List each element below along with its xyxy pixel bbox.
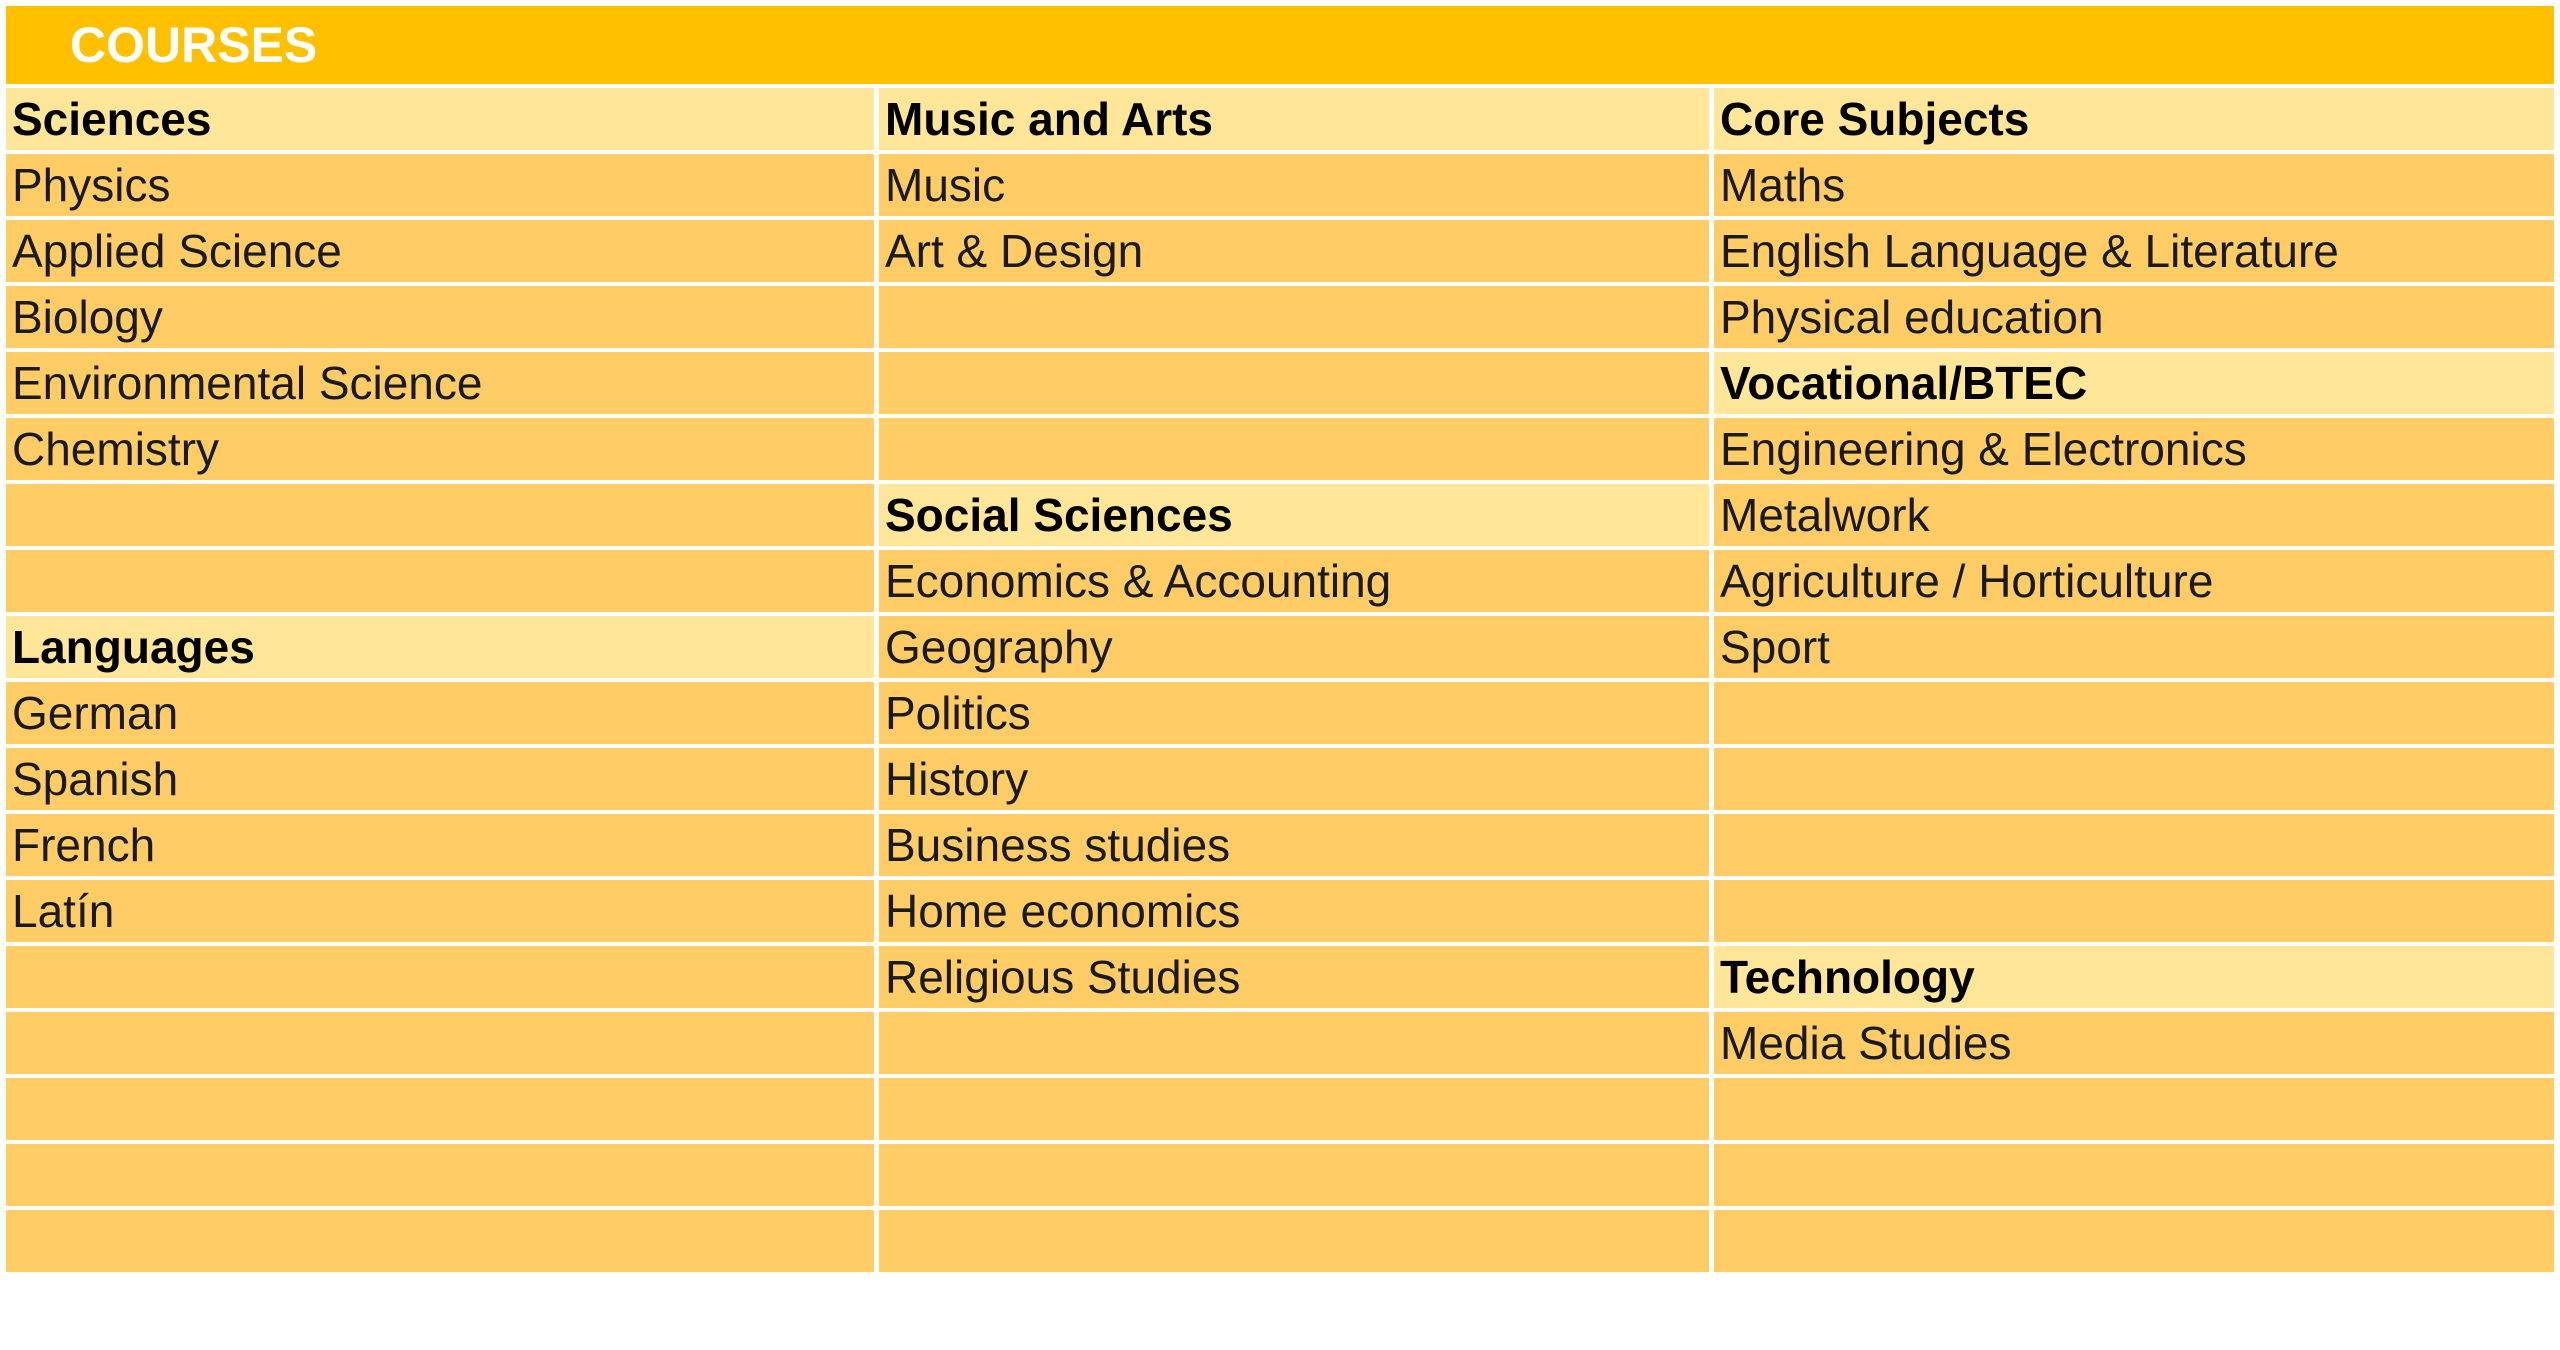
- course-cell: Metalwork: [1714, 484, 2554, 550]
- empty-cell: [879, 1012, 1714, 1078]
- category-header: Sciences: [6, 88, 879, 154]
- empty-cell: [6, 946, 879, 1012]
- empty-cell: [6, 1210, 879, 1276]
- empty-cell: [1714, 880, 2554, 946]
- course-cell: Sport: [1714, 616, 2554, 682]
- course-cell: Media Studies: [1714, 1012, 2554, 1078]
- empty-cell: [879, 1210, 1714, 1276]
- empty-cell: [6, 550, 879, 616]
- empty-cell: [6, 1012, 879, 1078]
- course-cell: Religious Studies: [879, 946, 1714, 1012]
- empty-cell: [1714, 1210, 2554, 1276]
- table-row: [6, 616, 2554, 682]
- course-cell: Maths: [1714, 154, 2554, 220]
- empty-cell: [1714, 814, 2554, 880]
- table-row: [6, 418, 2554, 484]
- course-cell: History: [879, 748, 1714, 814]
- course-cell: Agriculture / Horticulture: [1714, 550, 2554, 616]
- empty-cell: [6, 1144, 879, 1210]
- course-cell: Spanish: [6, 748, 879, 814]
- table-row: [6, 946, 2554, 1012]
- category-header: Languages: [6, 616, 879, 682]
- empty-cell: [879, 352, 1714, 418]
- empty-cell: [1714, 1078, 2554, 1144]
- empty-cell: [879, 1144, 1714, 1210]
- table-row: [6, 154, 2554, 220]
- course-cell: German: [6, 682, 879, 748]
- course-cell: Physics: [6, 154, 879, 220]
- category-header: Technology: [1714, 946, 2554, 1012]
- category-header: Music and Arts: [879, 88, 1714, 154]
- table-row: [6, 1012, 2554, 1078]
- course-cell: Art & Design: [879, 220, 1714, 286]
- category-header: Vocational/BTEC: [1714, 352, 2554, 418]
- course-cell: Applied Science: [6, 220, 879, 286]
- empty-cell: [6, 1078, 879, 1144]
- page-title: COURSES: [70, 17, 318, 73]
- table-row: [6, 88, 2554, 154]
- course-cell: Geography: [879, 616, 1714, 682]
- course-cell: Environmental Science: [6, 352, 879, 418]
- empty-cell: [879, 1078, 1714, 1144]
- course-cell: Politics: [879, 682, 1714, 748]
- table-row: [6, 880, 2554, 946]
- category-header: Core Subjects: [1714, 88, 2554, 154]
- empty-cell: [1714, 1144, 2554, 1210]
- empty-cell: [879, 418, 1714, 484]
- course-cell: Home economics: [879, 880, 1714, 946]
- courses-table: [6, 88, 2554, 1276]
- course-cell: Economics & Accounting: [879, 550, 1714, 616]
- table-row: [6, 1078, 2554, 1144]
- empty-cell: [6, 484, 879, 550]
- course-cell: Engineering & Electronics: [1714, 418, 2554, 484]
- course-cell: English Language & Literature: [1714, 220, 2554, 286]
- courses-table-body: [6, 88, 2554, 1276]
- course-cell: French: [6, 814, 879, 880]
- course-cell: Music: [879, 154, 1714, 220]
- table-row: [6, 484, 2554, 550]
- table-row: [6, 220, 2554, 286]
- table-row: [6, 748, 2554, 814]
- table-row: [6, 550, 2554, 616]
- course-cell: Biology: [6, 286, 879, 352]
- table-row: [6, 352, 2554, 418]
- course-cell: Physical education: [1714, 286, 2554, 352]
- table-row: [6, 682, 2554, 748]
- table-row: [6, 1144, 2554, 1210]
- course-cell: Chemistry: [6, 418, 879, 484]
- table-row: [6, 814, 2554, 880]
- course-cell: Business studies: [879, 814, 1714, 880]
- table-row: [6, 286, 2554, 352]
- category-header: Social Sciences: [879, 484, 1714, 550]
- course-cell: Latín: [6, 880, 879, 946]
- empty-cell: [1714, 748, 2554, 814]
- empty-cell: [879, 286, 1714, 352]
- courses-title-bar: [6, 6, 2554, 84]
- table-row: [6, 1210, 2554, 1276]
- empty-cell: [1714, 682, 2554, 748]
